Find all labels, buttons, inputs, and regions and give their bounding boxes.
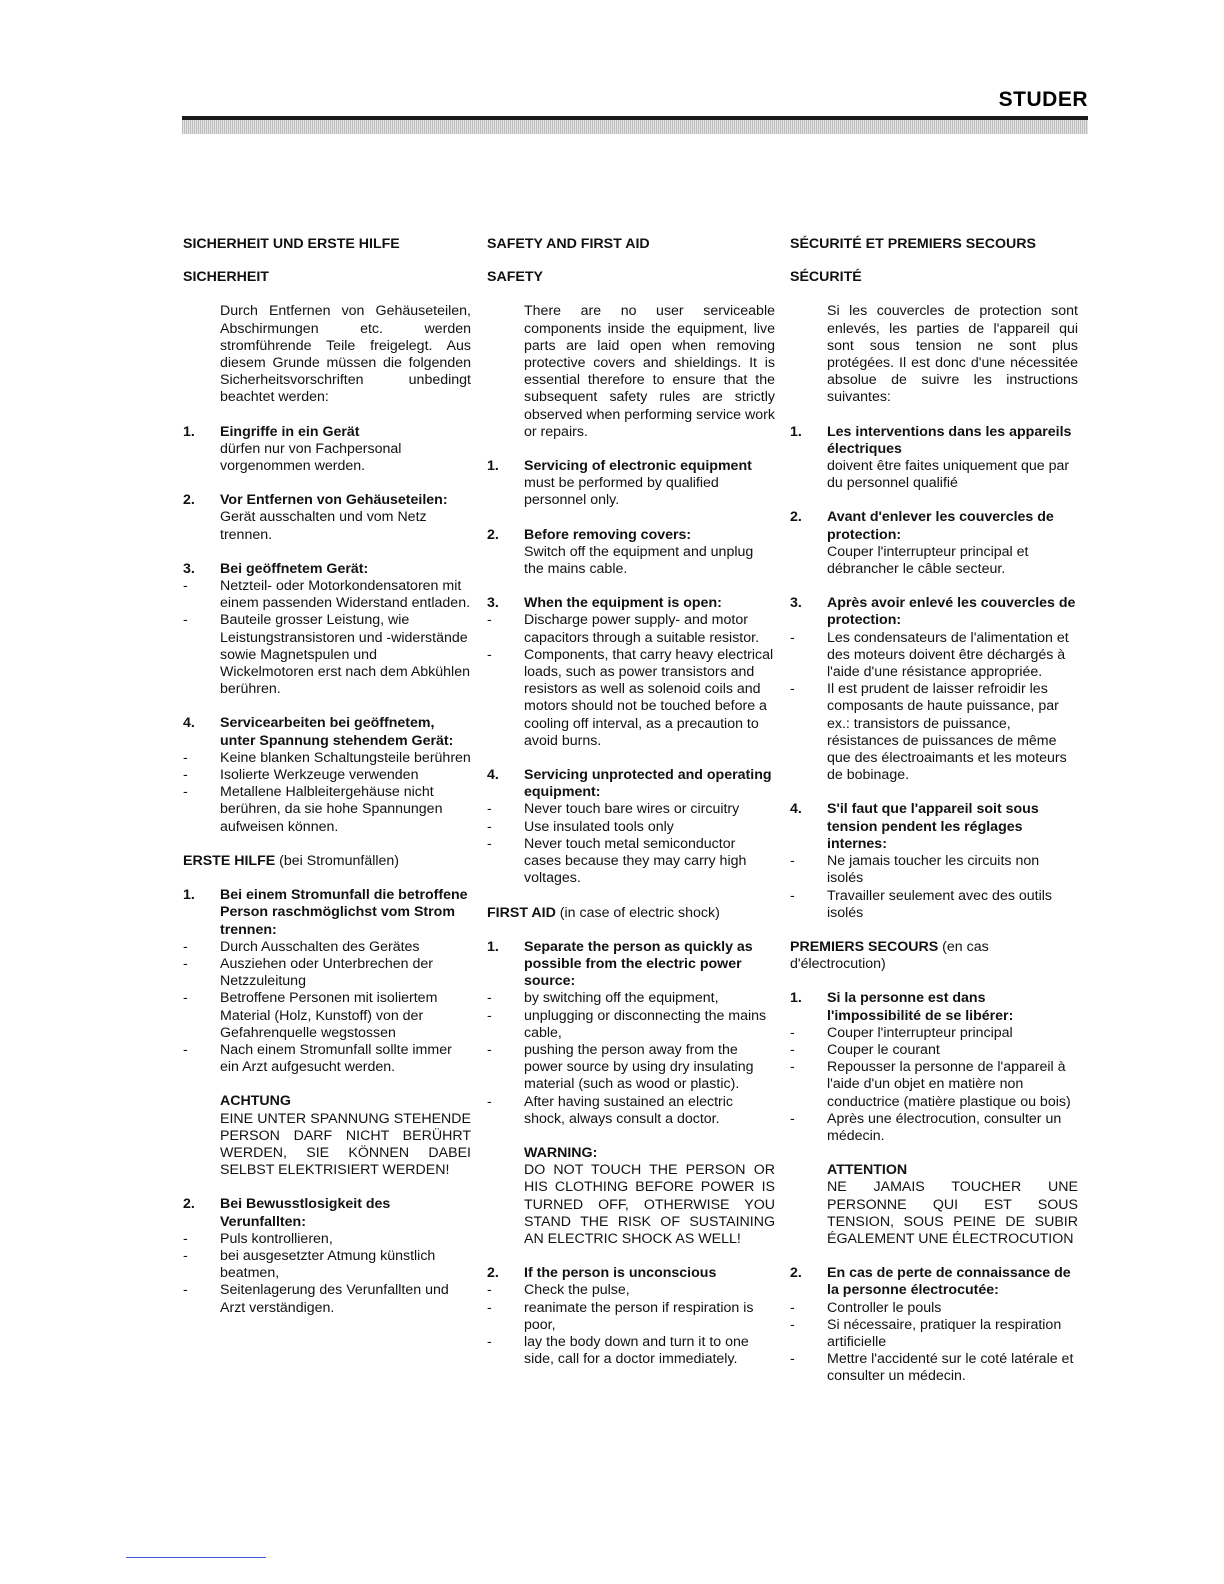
bullet-text: Discharge power supply- and motor capacitors through a suitable resistor. — [524, 612, 760, 646]
item-number: 4. — [487, 767, 499, 784]
bullet-item — [487, 990, 775, 1007]
safety-heading: SAFETY — [487, 269, 543, 286]
bullet-text: bei ausgesetzter Atmung künstlich beatmen, — [220, 1247, 436, 1282]
bullet-item — [790, 629, 1078, 682]
item-title: Avant d'enlever les couvercles de protection: — [827, 509, 1054, 543]
bullet-list — [487, 990, 775, 1128]
item-body — [827, 509, 1078, 578]
warning-text: DO NOT TOUCH THE PERSON OR HIS CLOTHING BEFORE POWER IS TURNED OFF, OTHERWISE YOU STAND THE RISK OF SUSTAINING AN ELECTRIC SHOCK AS WELL! — [524, 1162, 775, 1247]
bullet-item — [487, 612, 775, 646]
item-title: When the equipment is open: — [524, 595, 722, 612]
brand-logo-text: STUDER — [998, 88, 1088, 111]
item-number: 1. — [183, 887, 195, 904]
item-title: Servicing unprotected and operating equipment: — [524, 767, 772, 801]
bullet-item — [487, 835, 775, 888]
first-aid-item-1 — [487, 939, 775, 1128]
dash-marker: - — [487, 646, 492, 663]
bullet-text: Mettre l'accidenté sur le coté latérale et consulter un médecin. — [827, 1351, 1074, 1385]
dash-marker: - — [790, 1299, 795, 1316]
numbered-item — [487, 767, 775, 887]
footer-link-rule — [126, 1557, 266, 1558]
numbered-item — [790, 1265, 1078, 1385]
bullet-item — [183, 990, 471, 1042]
item-title: S'il faut que l'appareil soit sous tension pendent les réglages internes: — [827, 801, 1039, 852]
dash-marker: - — [487, 1007, 492, 1024]
first-aid-heading: ERSTE HILFE (bei Stromunfällen) — [183, 852, 400, 869]
first-aid-item-1 — [183, 887, 471, 1076]
first-aid-item-2 — [487, 1265, 775, 1368]
item-body — [487, 1265, 775, 1368]
bullet-item — [487, 646, 775, 750]
column-english — [487, 236, 775, 1385]
bullet-text: Keine blanken Schaltungsteile berühren — [220, 749, 471, 766]
bullet-list — [183, 1230, 471, 1317]
dash-marker: - — [790, 853, 795, 870]
dash-marker: - — [487, 1093, 492, 1110]
intro-paragraph: There are no user serviceable components inside the equipment, live parts are laid open when removing protective covers and shieldings. It is essential therefore to ensure that the subsequent safety rules are strictly observed when performing service work or repairs. — [524, 303, 775, 440]
section-title: SAFETY AND FIRST AID — [487, 236, 650, 252]
dash-marker: - — [183, 1041, 188, 1058]
item-body — [183, 1196, 471, 1316]
dash-marker: - — [487, 990, 492, 1007]
numbered-item — [487, 1265, 775, 1368]
dash-marker: - — [183, 1230, 188, 1247]
item-body — [524, 458, 775, 510]
dash-marker: - — [487, 1333, 492, 1350]
bullet-text: Il est prudent de laisser refroidir les composants de haute puissance, par ex.: transistors de puissance, résistances de puissances de même que des électroaimants et les moteurs de bobinage. — [827, 681, 1067, 784]
numbered-item — [183, 1196, 471, 1316]
item-title: Si la personne est dans l'impossibilité de se libérer: — [827, 990, 1014, 1024]
item-body — [487, 938, 775, 1128]
section-title: SICHERHEIT UND ERSTE HILFE — [183, 236, 400, 252]
item-title: Bei Bewusstlosigkeit des Verunfallten: — [220, 1196, 391, 1230]
bullet-text: Check the pulse, — [524, 1282, 630, 1299]
safety-heading: SÉCURITÉ — [790, 269, 862, 286]
bullet-item — [790, 1041, 1078, 1059]
bullet-item — [487, 1282, 775, 1299]
bullet-text: Netzteil- oder Motorkondensatoren mit einem passenden Widerstand entladen. — [220, 578, 471, 612]
numbered-item — [790, 424, 1078, 493]
numbered-item — [487, 527, 775, 579]
warning-title: ATTENTION — [827, 1162, 908, 1179]
bullet-item — [183, 1282, 471, 1316]
item-number: 2. — [790, 509, 802, 526]
warning-text: EINE UNTER SPANNUNG STEHENDE PERSON DARF NICHT BERÜHRT WERDEN, SIE KÖNNEN DABEI SELBST ELEKTRISIERT WERDEN! — [220, 1110, 471, 1179]
safety-items — [487, 458, 775, 887]
bullet-text: Repousser la personne de l'appareil à l'aide d'un objet en matière non conductrice (matière plastique ou bois) — [827, 1059, 1071, 1110]
bullet-list — [183, 578, 471, 698]
bullet-list — [487, 1282, 775, 1368]
first-aid-item-2 — [790, 1265, 1078, 1385]
numbered-item — [183, 715, 471, 835]
item-text: Switch off the equipment and unplug the mains cable. — [524, 543, 754, 578]
header-rule — [182, 116, 1088, 134]
numbered-item — [183, 887, 471, 1076]
bullet-text: Couper l'interrupteur principal — [827, 1024, 1013, 1041]
dash-marker: - — [790, 1351, 795, 1368]
bullet-text: lay the body down and turn it to one side, call for a doctor immediately. — [524, 1333, 749, 1368]
dash-marker: - — [487, 612, 492, 629]
bullet-list — [790, 1299, 1078, 1386]
item-body — [790, 990, 1078, 1145]
first-aid-item-1 — [790, 990, 1078, 1145]
warning-title: WARNING: — [524, 1144, 598, 1161]
bullet-item — [790, 1024, 1078, 1042]
item-number: 2. — [790, 1265, 802, 1282]
dash-marker: - — [183, 749, 188, 766]
item-title: Servicing of electronic equipment — [524, 458, 752, 475]
bullet-item — [183, 1230, 471, 1248]
dash-marker: - — [487, 1282, 492, 1299]
bullet-item — [183, 1041, 471, 1076]
dash-marker: - — [487, 1041, 492, 1058]
numbered-item — [790, 990, 1078, 1145]
dash-marker: - — [487, 835, 492, 852]
bullet-item — [790, 853, 1078, 887]
numbered-item — [183, 424, 471, 476]
item-number: 2. — [183, 492, 195, 509]
dash-marker: - — [183, 767, 188, 784]
bullet-text: Never touch metal semiconductor cases because they may carry high voltages. — [524, 835, 747, 887]
dash-marker: - — [183, 1247, 188, 1264]
item-number: 2. — [183, 1196, 195, 1213]
item-body — [183, 560, 471, 699]
item-number: 1. — [487, 938, 499, 955]
dash-marker: - — [183, 990, 188, 1007]
bullet-text: unplugging or disconnecting the mains cable, — [524, 1007, 767, 1041]
item-body — [827, 424, 1078, 493]
bullet-text: After having sustained an electric shock, always consult a doctor. — [524, 1093, 733, 1127]
dash-marker: - — [183, 1282, 188, 1299]
item-title: Separate the person as quickly as possible from the electric power source: — [524, 938, 753, 990]
item-title: Vor Entfernen von Gehäuseteilen: — [220, 492, 448, 509]
bullet-text: Si nécessaire, pratiquer la respiration artificielle — [827, 1316, 1062, 1350]
bullet-text: Use insulated tools only — [524, 818, 674, 835]
bullet-item — [790, 1316, 1078, 1351]
item-title: Bei geöffnetem Gerät: — [220, 560, 369, 577]
item-body — [183, 887, 471, 1076]
bullet-item — [487, 1333, 775, 1368]
bullet-text: Durch Ausschalten des Gerätes — [220, 938, 420, 955]
column-french — [790, 236, 1078, 1403]
dash-marker: - — [183, 612, 188, 629]
warning-text: NE JAMAIS TOUCHER UNE PERSONNE QUI EST SOUS TENSION, SOUS PEINE DE SUBIR ÉGALEMENT UNE ÉLECTROCUTION — [827, 1179, 1078, 1247]
bullet-item — [790, 1110, 1078, 1145]
bullet-text: Metallene Halbleitergehäuse nicht berühren, da sie hohe Spannungen aufweisen können. — [220, 784, 443, 835]
intro-paragraph: Durch Entfernen von Gehäuseteilen, Abschirmungen etc. werden stromführende Teile freigelegt. Aus diesem Grunde müssen die folgenden Sicherheitsvorschriften unbedingt beachtet werden: — [220, 303, 471, 406]
item-title: Servicearbeiten bei geöffnetem, unter Spannung stehendem Gerät: — [220, 715, 454, 749]
dash-marker: - — [183, 784, 188, 801]
numbered-item — [487, 595, 775, 750]
dash-marker: - — [790, 1041, 795, 1058]
bullet-list — [487, 801, 775, 887]
item-number: 4. — [790, 801, 802, 818]
item-title: Before removing covers: — [524, 526, 692, 543]
numbered-item — [487, 939, 775, 1128]
item-number: 1. — [790, 423, 802, 440]
bullet-item — [790, 1299, 1078, 1317]
bullet-list — [183, 749, 471, 836]
item-body — [524, 527, 775, 579]
bullet-item — [183, 578, 471, 612]
item-number: 1. — [183, 423, 195, 440]
item-title: Les interventions dans les appareils électriques — [827, 423, 1072, 457]
bullet-text: Les condensateurs de l'alimentation et des moteurs doivent être déchargés à l'aide d'une résistance appropriée. — [827, 629, 1069, 681]
item-body — [220, 492, 471, 544]
first-aid-heading: FIRST AID (in case of electric shock) — [487, 904, 720, 921]
bullet-list — [183, 938, 471, 1077]
column-german — [183, 236, 471, 1334]
numbered-item — [487, 458, 775, 510]
bullet-item — [487, 818, 775, 836]
warning-block — [827, 1162, 1078, 1248]
bullet-item — [183, 749, 471, 767]
numbered-item — [183, 492, 471, 544]
bullet-text: Betroffene Personen mit isoliertem Material (Holz, Kunstoff) von der Gefahrenquelle wegstossen — [220, 990, 438, 1041]
bullet-text: Never touch bare wires or circuitry — [524, 801, 740, 818]
item-text: doivent être faites uniquement que par du personnel qualifié — [827, 458, 1070, 492]
item-title: Bei einem Stromunfall die betroffene Person raschmöglichst vom Strom trennen: — [220, 887, 468, 938]
bullet-list — [790, 853, 1078, 922]
dash-marker: - — [790, 1059, 795, 1076]
item-body — [790, 595, 1078, 784]
bullet-list — [790, 1024, 1078, 1145]
bullet-item — [790, 887, 1078, 922]
item-body — [487, 767, 775, 887]
item-title: En cas de perte de connaissance de la personne électrocutée: — [827, 1265, 1071, 1299]
item-text: Gerät ausschalten und vom Netz trennen. — [220, 509, 427, 543]
bullet-item — [183, 612, 471, 698]
bullet-text: Isolierte Werkzeuge verwenden — [220, 767, 419, 784]
bullet-list — [790, 629, 1078, 785]
item-number: 3. — [183, 560, 195, 577]
item-body — [790, 801, 1078, 921]
item-title: Après avoir enlevé les couvercles de protection: — [827, 595, 1076, 629]
item-number: 1. — [790, 990, 802, 1007]
bullet-item — [487, 1299, 775, 1334]
item-text: Couper l'interrupteur principal et débrancher le câble secteur. — [827, 543, 1029, 578]
item-number: 3. — [790, 595, 802, 612]
bullet-item — [790, 1351, 1078, 1385]
bullet-item — [183, 1247, 471, 1282]
item-number: 2. — [487, 1265, 499, 1282]
bullet-item — [790, 1059, 1078, 1111]
warning-title: ACHTUNG — [220, 1093, 291, 1110]
dash-marker: - — [790, 681, 795, 698]
dash-marker: - — [790, 887, 795, 904]
bullet-text: Controller le pouls — [827, 1299, 942, 1316]
bullet-text: pushing the person away from the power source by using dry insulating material (such as wood or plastic). — [524, 1041, 754, 1093]
bullet-text: Components, that carry heavy electrical loads, such as power transistors and resistors as well as solenoid coils and motors should not be touched before a cooling off interval, as a precaution to avoid burns. — [524, 646, 774, 749]
item-text: must be performed by qualified personnel only. — [524, 475, 719, 509]
safety-heading: SICHERHEIT — [183, 269, 269, 286]
dash-marker: - — [487, 801, 492, 818]
item-text: dürfen nur von Fachpersonal vorgenommen werden. — [220, 440, 402, 475]
dash-marker: - — [183, 938, 188, 955]
item-number: 3. — [487, 595, 499, 612]
bullet-item — [487, 801, 775, 818]
first-aid-heading: PREMIERS SECOURS (en cas d'électrocution) — [790, 938, 989, 973]
bullet-item — [487, 1093, 775, 1128]
bullet-text: Ne jamais toucher les circuits non isolés — [827, 853, 1040, 887]
bullet-text: Couper le courant — [827, 1041, 940, 1058]
bullet-item — [487, 1041, 775, 1094]
bullet-text: Bauteile grosser Leistung, wie Leistungstransistoren und -widerstände sowie Magnetspulen und Wickelmotoren erst nach dem Abkühlen berühren. — [220, 612, 470, 698]
item-number: 1. — [487, 458, 499, 475]
first-aid-item-2 — [183, 1196, 471, 1316]
bullet-text: by switching off the equipment, — [524, 990, 719, 1007]
bullet-item — [183, 767, 471, 784]
intro-paragraph: Si les couvercles de protection sont enlevés, les parties de l'appareil qui sont sous tension ne sont plus protégées. Il est donc d'une nécessitée absolue de suivre les instructions suivantes: — [827, 303, 1078, 406]
safety-items — [183, 424, 471, 836]
bullet-text: Après une électrocution, consulter un médecin. — [827, 1110, 1062, 1144]
item-number: 4. — [183, 715, 195, 732]
numbered-item — [790, 509, 1078, 578]
warning-block — [524, 1145, 775, 1248]
dash-marker: - — [790, 1110, 795, 1127]
bullet-text: Ausziehen oder Unterbrechen der Netzzuleitung — [220, 955, 433, 990]
bullet-text: Seitenlagerung des Verunfallten und Arzt verständigen. — [220, 1282, 449, 1316]
bullet-item — [183, 784, 471, 836]
bullet-item — [183, 938, 471, 956]
bullet-text: Nach einem Stromunfall sollte immer ein Arzt aufgesucht werden. — [220, 1041, 452, 1076]
item-body — [487, 595, 775, 750]
dash-marker: - — [487, 818, 492, 835]
numbered-item — [183, 561, 471, 699]
bullet-text: Travailler seulement avec des outils isolés — [827, 887, 1052, 921]
numbered-item — [790, 801, 1078, 921]
bullet-item — [790, 681, 1078, 784]
item-body — [220, 424, 471, 476]
item-body — [790, 1265, 1078, 1385]
bullet-item — [487, 1007, 775, 1042]
item-body — [183, 715, 471, 835]
item-title: If the person is unconscious — [524, 1265, 717, 1282]
dash-marker: - — [790, 629, 795, 646]
item-title: Eingriffe in ein Gerät — [220, 423, 360, 440]
warning-block — [220, 1093, 471, 1179]
dash-marker: - — [790, 1316, 795, 1333]
safety-items — [790, 424, 1078, 922]
bullet-list — [487, 612, 775, 750]
dash-marker: - — [183, 578, 188, 595]
dash-marker: - — [790, 1024, 795, 1041]
bullet-item — [183, 955, 471, 990]
bullet-text: Puls kontrollieren, — [220, 1230, 333, 1247]
dash-marker: - — [487, 1299, 492, 1316]
section-title: SÉCURITÉ ET PREMIERS SECOURS — [790, 236, 1036, 252]
numbered-item — [790, 595, 1078, 784]
dash-marker: - — [183, 955, 188, 972]
item-number: 2. — [487, 526, 499, 543]
bullet-text: reanimate the person if respiration is poor, — [524, 1299, 754, 1333]
